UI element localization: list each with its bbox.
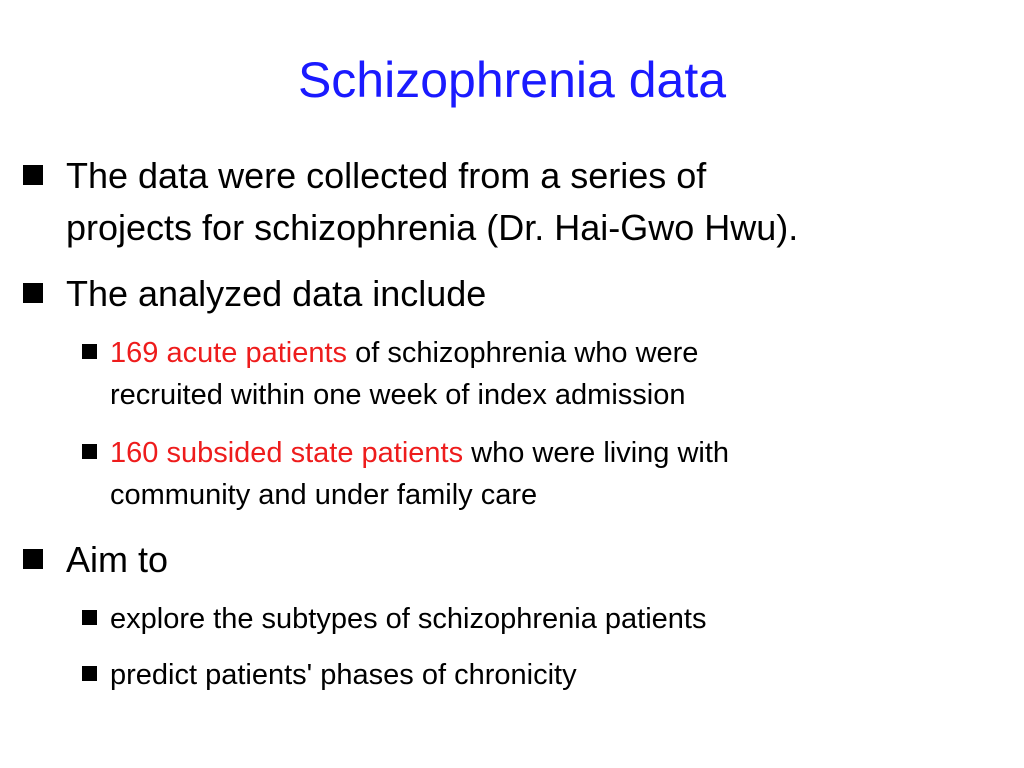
sub-bullet-subsided-patients <box>110 432 729 516</box>
bullet-text-line: predict patients' phases of chronicity <box>110 659 577 691</box>
sub-bullet-explore <box>110 598 706 640</box>
bullet-aim <box>66 534 168 586</box>
bullet-text: who were living with <box>463 437 730 469</box>
bullet-text-line <box>110 432 729 474</box>
bullet-text-line: community and under family care <box>110 479 538 511</box>
highlight-text: 169 acute patients <box>110 337 348 369</box>
black-square-bullet-icon <box>82 344 97 359</box>
black-square-bullet-icon <box>82 666 97 681</box>
bullet-text-line: The data were collected from a series of <box>66 155 707 196</box>
bullet-text-line: recruited within one week of index admission <box>110 379 686 411</box>
sub-bullet-acute-patients <box>110 332 698 416</box>
bullet-text: of schizophrenia who were <box>347 337 699 369</box>
bullet-text-line: projects for schizophrenia (Dr. Hai-Gwo Hwu). <box>66 207 799 248</box>
black-square-bullet-icon <box>23 549 43 569</box>
bullet-analyzed-data <box>66 268 486 320</box>
highlight-text: 160 subsided state patients <box>110 437 464 469</box>
sub-bullet-predict <box>110 654 577 696</box>
bullet-data-source <box>66 150 798 254</box>
black-square-bullet-icon <box>82 610 97 625</box>
bullet-text-line <box>110 332 698 374</box>
bullet-text-line: explore the subtypes of schizophrenia patients <box>110 603 707 635</box>
black-square-bullet-icon <box>23 165 43 185</box>
slide-title: Schizophrenia data <box>297 52 727 108</box>
black-square-bullet-icon <box>23 283 43 303</box>
bullet-text-line: The analyzed data include <box>66 273 487 314</box>
black-square-bullet-icon <box>82 444 97 459</box>
bullet-text-line: Aim to <box>66 539 169 580</box>
